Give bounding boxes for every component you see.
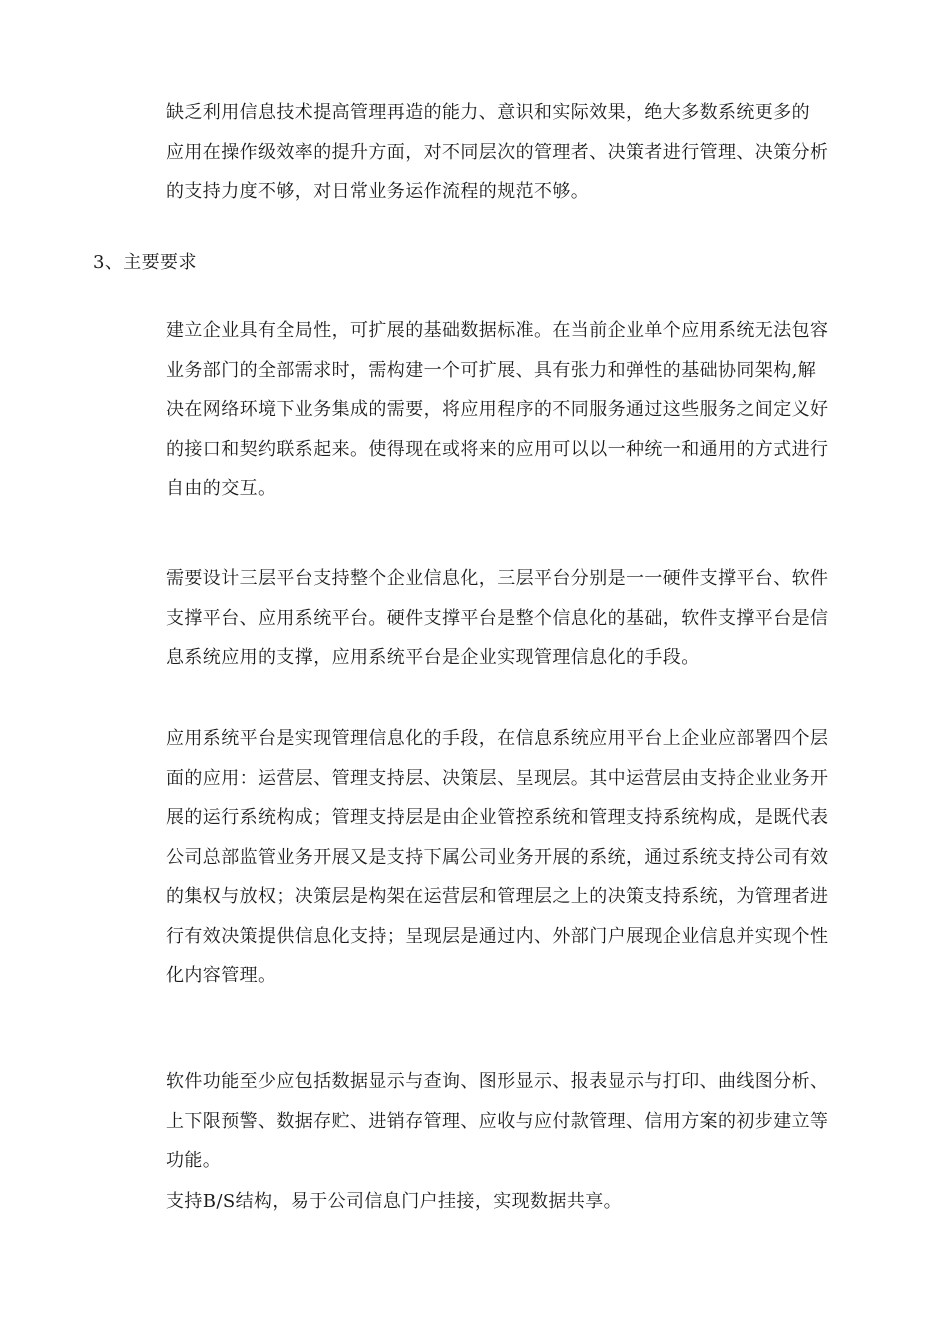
paragraph-line: 自由的交互。 (166, 478, 277, 499)
paragraph-intro (166, 93, 856, 212)
paragraph-line: 公司总部监管业务开展又是支持下属公司业务开展的系统，通过系统支持公司有效 (166, 846, 829, 868)
paragraph-line: 决在网络环境下业务集成的需要，将应用程序的不同服务通过这些服务之间定义好 (166, 399, 829, 420)
paragraph-line: 建立企业具有全局性，可扩展的基础数据标准。在当前企业单个应用系统无法包容 (166, 320, 829, 341)
paragraph-line: 需要设计三层平台支持整个企业信息化，三层平台分别是一一硬件支撑平台、软件 (166, 568, 829, 589)
paragraph-line: 应用系统平台是实现管理信息化的手段，在信息系统应用平台上企业应部署四个层 (166, 728, 829, 749)
paragraph-line: 业务部门的全部需求时，需构建一个可扩展、具有张力和弹性的基础协同架构,解 (166, 359, 817, 381)
paragraph-line: 缺乏利用信息技术提高管理再造的能力、意识和实际效果，绝大多数系统更多的 (166, 102, 810, 123)
paragraph-line: 面的应用：运营层、管理支持层、决策层、呈现层。其中运营层由支持企业业务开 (166, 767, 829, 789)
paragraph-line: 的支持力度不够，对日常业务运作流程的规范不够。 (166, 181, 590, 202)
paragraph-line: 功能。 (166, 1150, 222, 1171)
paragraph-line: 息系统应用的支撑，应用系统平台是企业实现管理信息化的手段。 (166, 647, 700, 668)
paragraph-line: 的集权与放权；决策层是构架在运营层和管理层之上的决策支持系统，为管理者进 (166, 886, 829, 907)
paragraph-line: 行有效决策提供信息化支持；呈现层是通过内、外部门户展现企业信息并实现个性 (166, 925, 829, 947)
section-heading: 3、主要要求 (93, 252, 197, 273)
paragraph-data-standard (166, 311, 856, 509)
paragraph-line: 应用在操作级效率的提升方面，对不同层次的管理者、决策者进行管理、决策分析 (166, 141, 829, 163)
paragraph-line: 展的运行系统构成；管理支持层是由企业管控系统和管理支持系统构成，是既代表 (166, 807, 829, 828)
paragraph-line: 的接口和契约联系起来。使得现在或将来的应用可以以一种统一和通用的方式进行 (166, 438, 829, 460)
paragraph-line: 化内容管理。 (166, 965, 277, 986)
paragraph-line: 支撑平台、应用系统平台。硬件支撑平台是整个信息化的基础，软件支撑平台是信 (166, 607, 829, 629)
paragraph-line: 支持B/S结构，易于公司信息门户挂接，实现数据共享。 (166, 1191, 623, 1212)
paragraph-bs-structure (166, 1182, 856, 1222)
paragraph-three-layer-platform (166, 559, 856, 678)
paragraph-application-platform (166, 719, 856, 996)
paragraph-software-functions (166, 1062, 856, 1181)
paragraph-line: 软件功能至少应包括数据显示与查询、图形显示、报表显示与打印、曲线图分析、 (166, 1071, 829, 1092)
paragraph-line: 上下限预警、数据存贮、进销存管理、应收与应付款管理、信用方案的初步建立等 (166, 1110, 829, 1132)
